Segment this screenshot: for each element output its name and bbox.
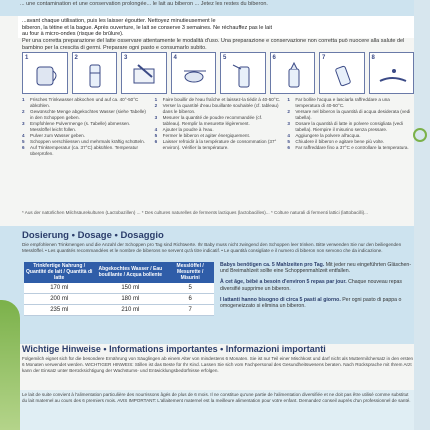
step-kettle-icon (22, 52, 68, 94)
step-pour-water-icon (72, 52, 118, 94)
add-powder-icon (229, 59, 259, 89)
step-close-bottle-icon (270, 52, 316, 94)
meals-fr: À cet âge, bébé a besoin d'environ 5 repas par jour. Chaque nouveau repas diversifié supprime un biberon. (220, 279, 403, 292)
storage-line: biberon, la tétine et la bague. Après ouverture, le lait se conserve 3 semaines. Ne réchauffez pas le lait (22, 24, 272, 31)
table-row: 170 ml 150 ml 5 (24, 283, 214, 294)
pour-water-icon (81, 59, 111, 89)
meals-info (220, 262, 414, 314)
step-number: 8 (371, 55, 375, 61)
top-band (0, 0, 430, 16)
step-number: 2 (74, 55, 78, 61)
instructions-fr: 1 Faire bouillir de l'eau fraîche et laissez-la tiédir à 40-50°C. 2 Verser la quantité d'eau bouillante souhaitée (cf. tableau) dans le biberon. 3 Mesurer la quantité de poudre recommandée (cf. tableau). Remplir la mesurette légèrement. 4 Ajouter la poudre à l'eau. 5 Fermer le biberon et agiter énergiquement. 6 Laisser refroidir à la température de consommation (37° environ). Vérifier la température. (154, 97, 281, 150)
step-number: 6 (272, 55, 276, 61)
dosage-title: Dosierung • Dosage • Dosaggio (22, 230, 164, 241)
meals-it: I lattanti hanno bisogno di circa 5 pasti al giorno. Per ogni pasto di pappa o omogeneizzato si elimina un biberon. (220, 296, 402, 310)
table-row: 235 ml 210 ml 7 (24, 305, 214, 316)
dosage-table (24, 262, 214, 316)
step-scoop-icon (121, 52, 167, 94)
table-header: Messlöffel / Mesurette / Misurini (166, 262, 214, 283)
step-level-scoop-icon (171, 52, 217, 94)
bottle-icon (279, 59, 309, 89)
storage-note-box (18, 16, 414, 38)
table-header: Trinkfertige Nahrung / Quantité de lait / Quantità di latte (24, 262, 94, 283)
step-number: 3 (124, 55, 128, 61)
step-shake-icon (319, 52, 365, 94)
bottom-text: Le lait de suite convient à l'alimentation particulière des nourrissons âgés de plus de 6 mois. Il ne constitue qu'une partie de l'alimentation diversifiée et ne doit pas être utilisé comme substitut du lait maternel au cours des 6 premiers mois. AVIS IMPORTANT: L'allaitement maternel est la meilleure alimentation pour votre enfant. Demandez conseil auprès d'un professionnel de santé. (22, 392, 411, 403)
table-header: Abgekochtes Wasser / Eau bouillante / Acqua bollente (94, 262, 166, 283)
logo-circle-icon (413, 128, 427, 142)
green-swoosh (0, 300, 20, 430)
step-number: 4 (173, 55, 177, 61)
preparation-steps (22, 52, 414, 94)
instructions-columns (22, 97, 414, 215)
kettle-icon (31, 59, 61, 89)
storage-line: au four à micro-ondes (risque de brûlure). (22, 31, 124, 37)
step-number: 1 (25, 55, 29, 61)
lactobacillus-note: * Aus der natürlichen Milchsäurekulturen (Lactobazillen) ... * Des cultures naturelles de ferments lactiques (lactobacilles)... * Colture naturali di fermenti lattici (lattobacilli)... (22, 210, 368, 215)
table-row: 200 ml 180 ml 6 (24, 294, 214, 305)
level-scoop-icon (180, 59, 210, 89)
warnings-title: Wichtige Hinweise • Informations importantes • Informazioni importanti (22, 344, 326, 354)
instructions-de: 1 Frisches Trinkwasser abkochen und auf ca. 40°-50°C abkühlen. 2 Gewünschte Menge abgekochtes Wasser (siehe Tabelle) in den Schoppen geben. 3 Empfohlene Pulvermenge (s. Tabelle) abmessen. Messlöffel leicht füllen. 4 Pulver zum Wasser geben. 5 Schoppen verschliessen und mehrmals kräftig schütteln. 6 Auf Trinktemperatur (ca. 37°C) abkühlen. Temperatur überprüfen. (22, 97, 146, 156)
scoop-icon (130, 59, 160, 89)
meals-de: Babys benötigen ca. 5 Mahlzeiten pro Tag. Mit jeder neu eingeführten Gläschen- und Breimahlzeit sollte eine Schoppenmahlzeit entfallen. (220, 262, 412, 275)
right-edge-strip (414, 0, 430, 430)
top-band-text: ... une contamination et une conservation prolongée... le lait au biberon ... Jetez les restes du biberon. (20, 1, 268, 7)
step-add-powder-icon (220, 52, 266, 94)
step-temperature-icon (369, 52, 415, 94)
dosage-text: Die empfohlenen Trinkmengen und die Anzahl der Schoppen pro Tag sind Richtwerte. Ihr Baby muss nicht zwingend den Schoppen leer trinken. Bitte verwenden Sie nur den beiliegenden Messlöffel. • Les quantités recommandées et le nombre de biberons ne servent qu'à titre indicatif. • Le quantità consigliate e il numero di biberon non servono che da indicazione. (22, 242, 402, 253)
step-number: 5 (223, 55, 227, 61)
warnings-text: Folgemilch eignet sich für die besondere Ernährung von Säuglingen ab einem Alter von mindestens 6 Monaten. Sie ist nur Teil einer Mischkost und darf nicht als Muttermilchersatz in den ersten 6 Monaten verwendet werden. WICHTIGER HINWEIS: Stillen ist das Beste für Ihr Kind. Lassen Sie sich vom Fachpersonal des Gesundheitswesens beraten. Nach Rücksprache mit Ihrem Arzt kann der Einsatz unter Berücksichtigung der Wachstums- und Entwicklungsbedürfnisse erfolgen. (22, 356, 414, 373)
shake-bottle-icon (328, 59, 358, 89)
instructions-it: 1 Far bollire l'acqua e lasciarla raffreddare a una temperatura di 40-50°C. 2 Versare nel biberon la quantità di acqua desiderata (vedi tabella). 3 Dosare la quantità di latte in polvere consigliata (vedi tabella). Riempire il misurino senza pressare. 4 Aggiungere la polvere all'acqua. 5 Chiudere il biberon e agitare bene più volte. 6 Far raffreddare fino a 37°C e controllare la temperatura. (287, 97, 411, 150)
storage-line: ...avant chaque utilisation, puis les laisser égoutter. Nettoyez minutieusement le (22, 18, 216, 24)
step-number: 7 (322, 55, 326, 61)
preparation-intro: Per una corretta preparazione del latte osservare attentamente le modalità d'uso. Una preparazione e conservazione non corretta può nuocere alla salute del bambino per la crescita di germi. Preparare ogni pasto e consumarlo subito. (22, 38, 405, 51)
wrist-test-icon (378, 59, 408, 89)
